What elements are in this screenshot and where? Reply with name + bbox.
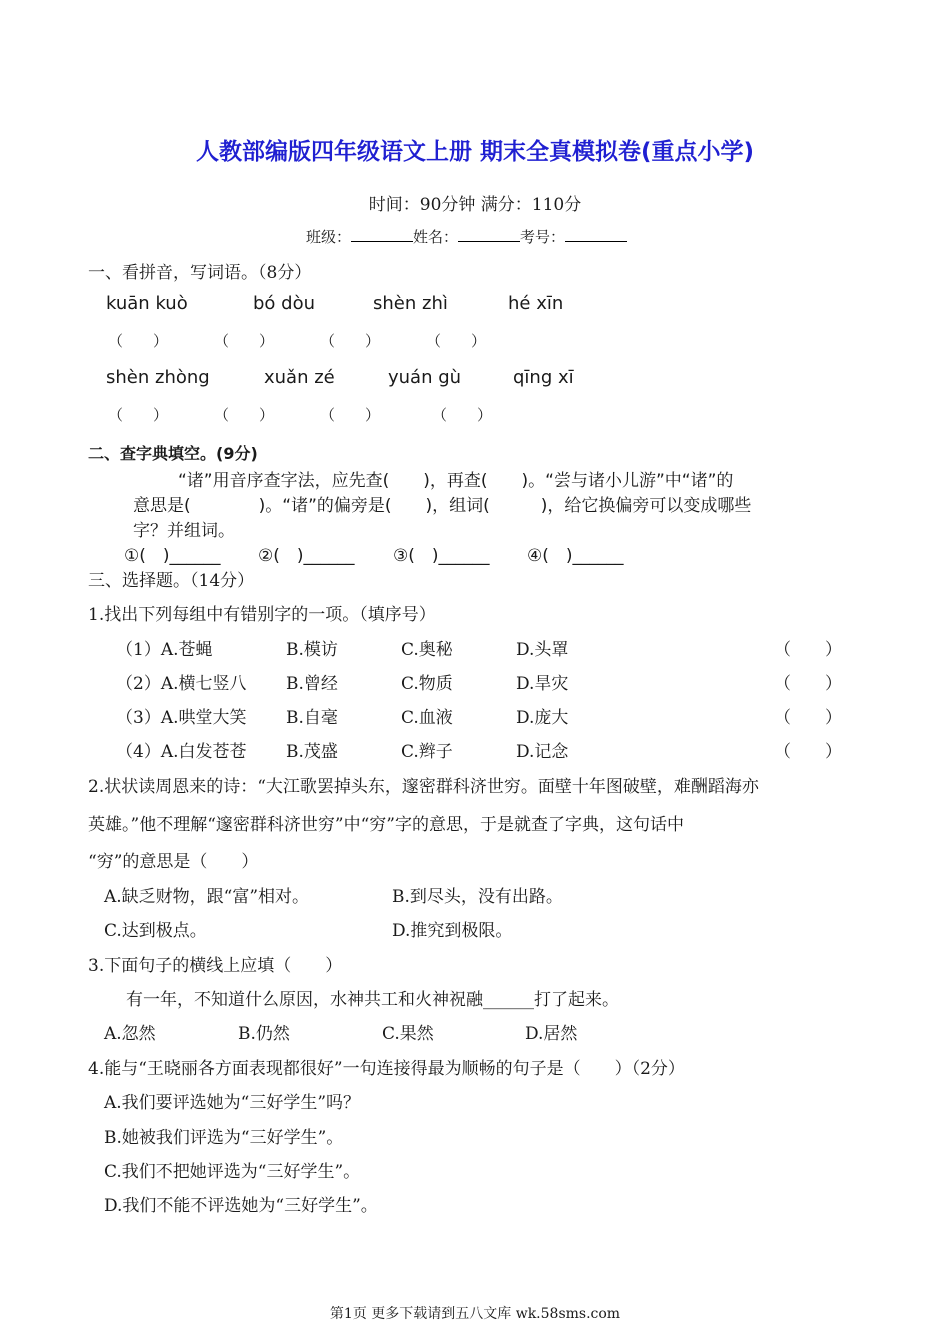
q3-stem: 3.下面句子的横线上应填（ ）: [88, 956, 343, 976]
student-info-row: [306, 226, 627, 247]
page-title: 人教部编版四年级语文上册 期末全真模拟卷(重点小学): [195, 139, 755, 165]
q1-stem: 1.找出下列每组中有错别字的一项。（填序号）: [88, 605, 436, 625]
section1-heading: 一、看拼音，写词语。（8分）: [88, 263, 312, 283]
q1-row2-d: D.旱灾: [516, 674, 569, 694]
answer-paren-3[interactable]: （ ）: [320, 332, 381, 350]
q1-row4-d: D.记念: [516, 742, 569, 762]
q1-row2-answer[interactable]: （ ）: [774, 674, 842, 694]
q3-sentence: 有一年，不知道什么原因，水神共工和火神祝融______打了起来。: [126, 990, 619, 1010]
radical-fill-1[interactable]: ①( )______: [124, 546, 221, 566]
answer-paren-5[interactable]: （ ）: [108, 406, 169, 424]
q4-option-c[interactable]: C.我们不把她评选为“三好学生”。: [104, 1162, 361, 1182]
q1-row2-a: （2）A.横七竖八: [116, 674, 247, 694]
q1-row1-answer[interactable]: （ ）: [774, 640, 842, 660]
name-label: 姓名：: [413, 228, 459, 246]
section2-heading: 二、查字典填空。(9分): [88, 444, 258, 463]
q1-row4-c: C.辫子: [401, 742, 453, 762]
section2-line2: 意思是( )。“诸”的偏旁是( )，组词( )，给它换偏旁可以变成哪些: [133, 496, 752, 516]
q3-option-d[interactable]: D.居然: [525, 1024, 578, 1044]
radical-fill-4[interactable]: ④( )______: [527, 546, 624, 566]
exam-no-label: 考号：: [520, 228, 566, 246]
pinyin-3: shèn zhì: [373, 293, 448, 314]
answer-paren-2[interactable]: （ ）: [214, 332, 275, 350]
pinyin-4: hé xīn: [508, 293, 564, 314]
q2-option-b[interactable]: B.到尽头，没有出路。: [392, 887, 563, 907]
q1-row1-a: （1）A.苍蝇: [116, 640, 213, 660]
q1-row2-b: B.曾经: [286, 674, 338, 694]
class-blank[interactable]: [351, 227, 413, 242]
q2-option-c[interactable]: C.达到极点。: [104, 921, 207, 941]
q4-stem: 4.能与“王晓丽各方面表现都很好”一句连接得最为顺畅的句子是（ ）（2分）: [88, 1059, 685, 1079]
pinyin-6: xuǎn zé: [264, 367, 335, 388]
q1-row1-d: D.头罩: [516, 640, 569, 660]
q1-row1-c: C.奥秘: [401, 640, 453, 660]
pinyin-5: shèn zhòng: [106, 367, 210, 388]
q4-option-d[interactable]: D.我们不能不评选她为“三好学生”。: [104, 1196, 378, 1216]
q4-option-a[interactable]: A.我们要评选她为“三好学生”吗？: [104, 1093, 361, 1113]
answer-paren-1[interactable]: （ ）: [108, 332, 169, 350]
q1-row3-b: B.自毫: [286, 708, 338, 728]
answer-paren-6[interactable]: （ ）: [214, 406, 275, 424]
q3-option-b[interactable]: B.仍然: [238, 1024, 290, 1044]
q1-row3-c: C.血液: [401, 708, 453, 728]
exam-no-blank[interactable]: [565, 227, 627, 242]
q2-option-a[interactable]: A.缺乏财物，跟“富”相对。: [104, 887, 310, 907]
pinyin-1: kuān kuò: [106, 293, 188, 314]
q1-row3-answer[interactable]: （ ）: [774, 708, 842, 728]
q1-row4-answer[interactable]: （ ）: [774, 742, 842, 762]
q2-line3: “穷”的意思是（ ）: [88, 852, 259, 872]
q2-line1: 2.状状读周恩来的诗：“大江歌罢掉头东，邃密群科济世穷。面壁十年图破壁，难酬蹈海亦: [88, 777, 759, 797]
q1-row2-c: C.物质: [401, 674, 453, 694]
answer-paren-8[interactable]: （ ）: [432, 406, 493, 424]
answer-paren-7[interactable]: （ ）: [320, 406, 381, 424]
radical-fill-2[interactable]: ②( )______: [258, 546, 355, 566]
section3-heading: 三、选择题。（14分）: [88, 571, 255, 591]
q1-row3-d: D.庞大: [516, 708, 569, 728]
name-blank[interactable]: [458, 227, 520, 242]
q3-option-a[interactable]: A.忽然: [104, 1024, 156, 1044]
radical-fill-3[interactable]: ③( )______: [393, 546, 490, 566]
answer-paren-4[interactable]: （ ）: [426, 332, 487, 350]
q4-option-b[interactable]: B.她被我们评选为“三好学生”。: [104, 1128, 344, 1148]
q1-row3-a: （3）A.哄堂大笑: [116, 708, 247, 728]
pinyin-7: yuán gù: [388, 367, 462, 388]
class-label: 班级：: [306, 228, 352, 246]
q2-option-d[interactable]: D.推究到极限。: [392, 921, 513, 941]
q3-option-c[interactable]: C.果然: [382, 1024, 434, 1044]
q1-row4-a: （4）A.白发苍苍: [116, 742, 247, 762]
pinyin-2: bó dòu: [253, 293, 316, 314]
time-info: 时间：90分钟 满分：110分: [368, 195, 582, 215]
q1-row4-b: B.茂盛: [286, 742, 338, 762]
q2-line2: 英雄。”他不理解“邃密群科济世穷”中“穷”字的意思，于是就查了字典，这句话中: [88, 815, 684, 835]
pinyin-8: qīng xī: [513, 367, 574, 388]
section2-line3: 字？并组词。: [133, 521, 235, 541]
q1-row1-b: B.模访: [286, 640, 338, 660]
page-footer: 第1页 更多下载请到五八文库 wk.58sms.com: [329, 1306, 621, 1322]
section2-line1: “诸”用音序查字法，应先查( )，再查( )。“尝与诸小儿游”中“诸”的: [178, 471, 734, 491]
